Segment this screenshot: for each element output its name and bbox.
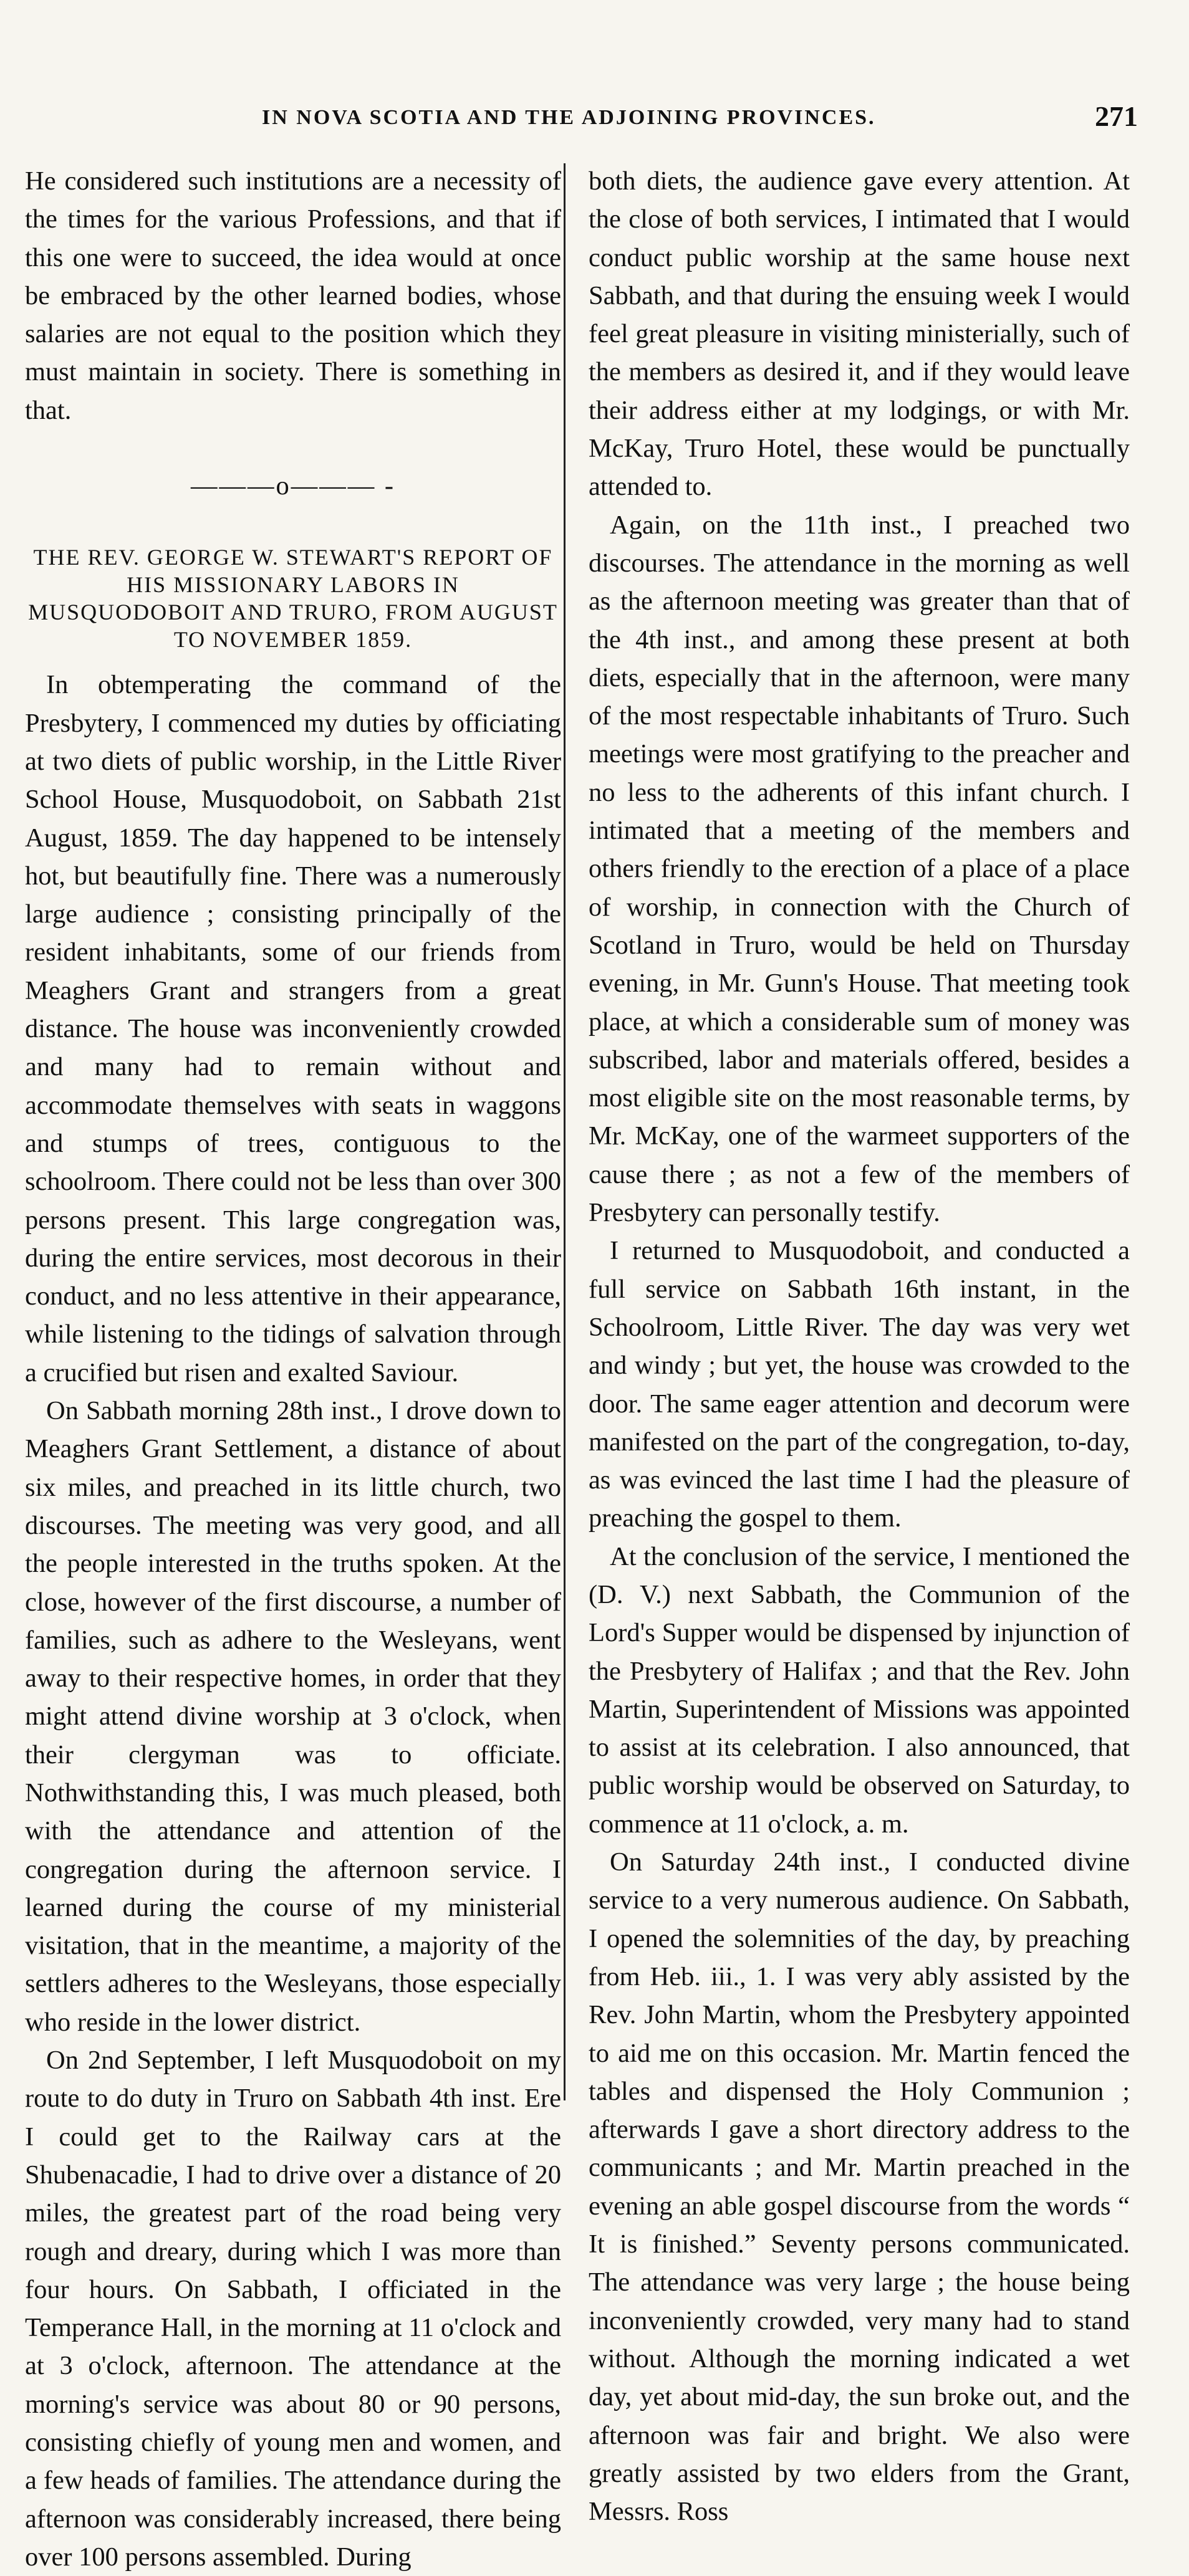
running-title: IN NOVA SCOTIA AND THE ADJOINING PROVINCES. bbox=[262, 106, 876, 129]
right-paragraph-4: At the conclusion of the service, I mentioned the (D. V.) next Sabbath, the Communion of the Lord's Supper would be dispensed by injunction of the Presbytery of Halifax ; and that the Rev. John Martin, Superintendent of Missions was appointed to assist at its celebration. I also announced, that public worship would be observed on Saturday, to commence at 11 o'clock, a. m. bbox=[589, 1541, 1130, 1839]
section-divider: ———o——— - bbox=[190, 471, 396, 501]
column-rule bbox=[564, 163, 566, 2100]
left-paragraph-3: On Sabbath morning 28th inst., I drove down to Meaghers Grant Settlement, a distance of about six miles, and preached in its little church, two discourses. The meeting was very good, and all the people interested in the truths spoken. At the close, however of the first discourse, a number of families, such as adhere to the Wesleyans, went away to their respective homes, in order that they might attend divine worship at 3 o'clock, when their clergyman was to officiate. Nothwithstanding this, I was much pleased, both with the attendance and attention of the congregation during the afternoon service. I learned during the course of my ministerial visitation, that in the meantime, a majority of the settlers adheres to the Wesleyans, those especially who reside in the lower district. bbox=[25, 1396, 561, 2037]
page-header bbox=[0, 100, 1189, 150]
left-paragraph-2: In obtemperating the command of the Presbytery, I commenced my duties by officiating at two diets of public worship, in the Little River School House, Musquodoboit, on Sabbath 21st August, 1859. The day happened to be intensely hot, but beautifully fine. There was a numerously large audience ; consisting principally of the resident inhabitants, some of our friends from Meaghers Grant and strangers from a great distance. The house was inconveniently crowded and many had to remain without and accommodate themselves with seats in waggons and stumps of trees, contiguous to the schoolroom. There could not be less than over 300 persons present. This large congregation was, during the entire services, most decorous in their conduct, and no less attentive in their appearance, while listening to the tidings of salvation through a crucified but risen and exalted Saviour. bbox=[25, 670, 561, 1387]
right-paragraph-1: both diets, the audience gave every attention. At the close of both services, I intimated that I would conduct public worship at the same house next Sabbath, and that during the ensuing week I would feel great pleasure in visiting ministerially, such of the members as desired it, and if they would leave their address either at my lodgings, or with Mr. McKay, Truro Hotel, these would be punctually attended to. bbox=[589, 166, 1130, 502]
right-column bbox=[589, 162, 1130, 2531]
left-paragraph-4: On 2nd September, I left Musquodoboit on my route to do duty in Truro on Sabbath 4th inst. Ere I could get to the Railway cars at the Shubenacadie, I had to drive over a distance of 20 miles, the greatest part of the road being very rough and dreary, during which I was more than four hours. On Sabbath, I officiated in the Temperance Hall, in the morning at 11 o'clock and at 3 o'clock, afternoon. The attendance at the morning's service was about 80 or 90 persons, consisting chiefly of young men and women, and a few heads of families. The attendance during the afternoon was considerably increased, there being over 100 persons assembled. During bbox=[25, 2046, 561, 2572]
report-heading: THE REV. GEORGE W. STEWART'S REPORT OF HIS MISSIONARY LABORS IN MUSQUODOBOIT AND TRURO, FROM AUGUST TO NOVEMBER 1859. bbox=[28, 545, 558, 653]
right-paragraph-3: I returned to Musquodoboit, and conducted a full service on Sabbath 16th instant, in the Schoolroom, Little River. The day was very wet and windy ; but yet, the house was crowded to the door. The same eager attention and decorum were manifested on the part of the congregation, to-day, as was evinced the last time I had the pleasure of preaching the gospel to them. bbox=[589, 1236, 1130, 1533]
left-paragraph-1: He considered such institutions are a necessity of the times for the various Professions, and that if this one were to succeed, the idea would at once be embraced by the other learned bodies, whose salaries are not equal to the position which they must maintain in society. There is something in that. bbox=[25, 166, 561, 425]
right-paragraph-5: On Saturday 24th inst., I conducted divine service to a very numerous audience. On Sabbath, I opened the solemnities of the day, by preaching from Heb. iii., 1. I was very ably assisted by the Rev. John Martin, whom the Presbytery appointed to aid me on this occasion. Mr. Martin fenced the tables and dispensed the Holy Communion ; afterwards I gave a short directory address to the communicants ; and Mr. Martin preached in the evening an able gospel discourse from the words “ It is finished.” Seventy persons communicated. The attendance was very large ; the house being inconveniently crowded, very many had to stand without. Although the morning indicated a wet day, yet about mid-day, the sun broke out, and the afternoon was fair and bright. We also were greatly assisted by two elders from the Grant, Messrs. Ross bbox=[589, 1847, 1130, 2527]
left-column bbox=[25, 162, 561, 2576]
page-number: 271 bbox=[1095, 100, 1138, 132]
right-paragraph-2: Again, on the 11th inst., I preached two discourses. The attendance in the morning as well as the afternoon meeting was greater than that of the 4th inst., and among these present at both diets, especially that in the afternoon, were many of the most respectable inhabitants of Truro. Such meetings were most gratifying to the preacher and no less to the adherents of this infant church. I intimated that a meeting of the members and others friendly to the erection of a place of a place of worship, in connection with the Church of Scotland in Truro, would be held on Thursday evening, in Mr. Gunn's House. That meeting took place, at which a considerable sum of money was subscribed, labor and materials offered, besides a most eligible site on the most reasonable terms, by Mr. McKay, one of the warmeet supporters of the cause there ; as not a few of the members of Presbytery can personally testify. bbox=[589, 510, 1130, 1228]
